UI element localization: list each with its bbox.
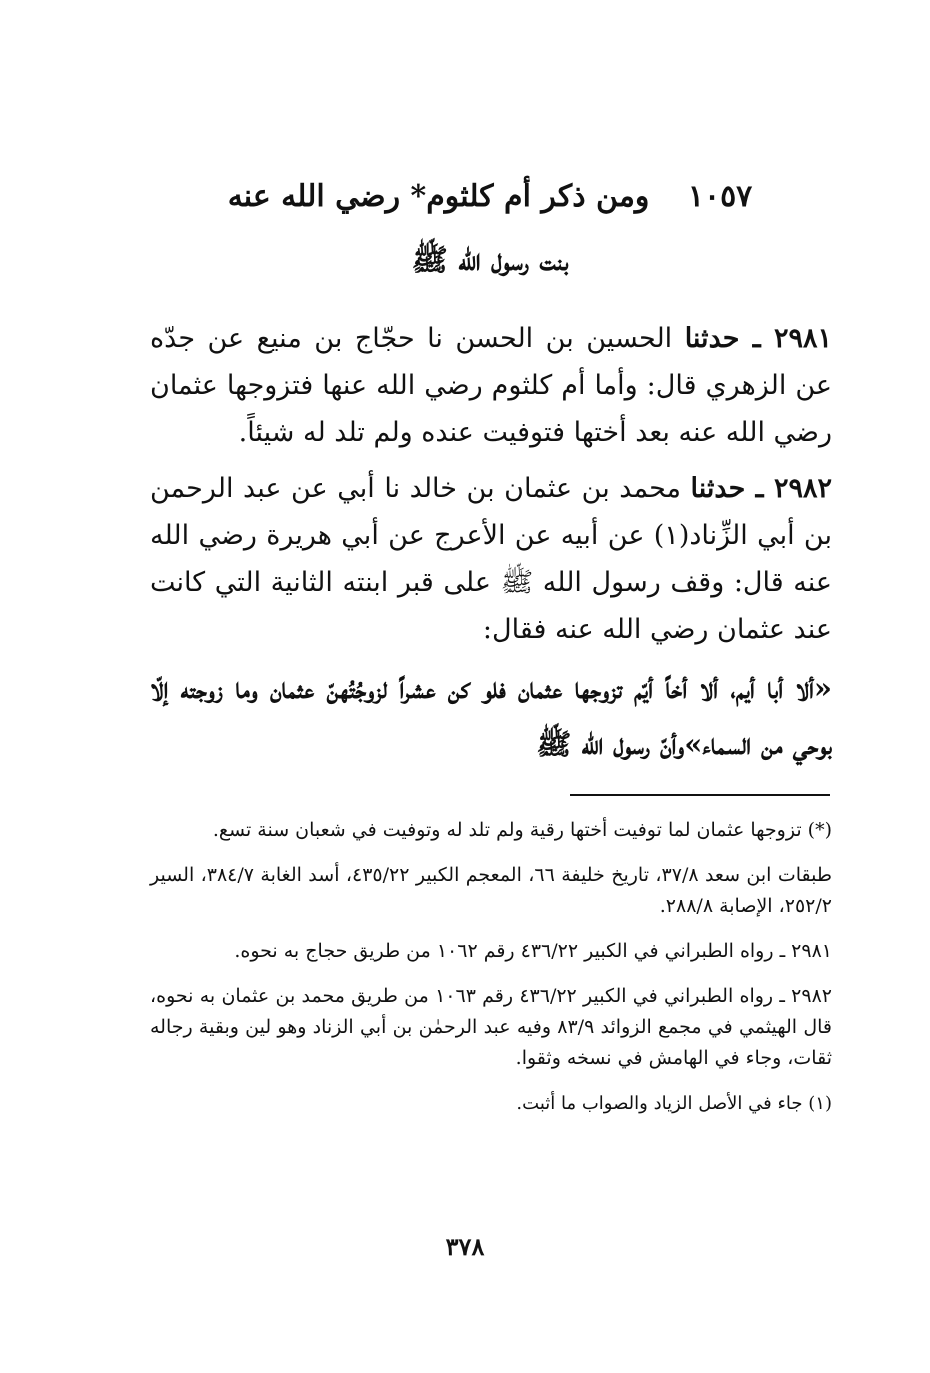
chapter-heading xyxy=(150,165,830,293)
chapter-title-line1 xyxy=(150,165,830,229)
hadith-text: محمد بن عثمان بن خالد نا أبي عن عبد الرحمن بن أبي الزِّناد(١) عن أبيه عن الأعرج عن أبي هريرة رضي الله عنه قال: وقف رسول الله ﷺ على قبر ابنته الثانية التي كانت عند عثمان رضي الله عنه فقال: xyxy=(150,473,832,645)
footnote-divider xyxy=(570,794,830,796)
hadith-lead: ٢٩٨٢ ـ حدثنا xyxy=(690,473,832,504)
footnote-1: (١) جاء في الأصل الزياد والصواب ما أثبت. xyxy=(516,1093,832,1114)
footnote-sources: طبقات ابن سعد ٣٧/٨، تاريخ خليفة ٦٦، المعجم الكبير ٤٣٥/٢٢، أسد الغابة ٣٨٤/٧، السير ٢٥٢/٢، الإصابة ٢٨٨/٨. xyxy=(150,864,832,917)
footnotes xyxy=(150,815,832,1133)
prophetic-quote: «ألا أبا أيم، ألا أخاً أيّم تزوجها عثمان فلو كن عشراً لزوجُتُهنّ عثمان وما زوجته إلّا بوحي من السماء»وأنّ رسول الله ﷺ xyxy=(150,671,832,761)
footnote-2982: ٢٩٨٢ ـ رواه الطبراني في الكبير ٤٣٦/٢٢ رقم ١٠٦٣ من طريق محمد بن عثمان به نحوه، قال الهيثمي في مجمع الزوائد ٨٣/٩ وفيه عبد الرحمٰن بن أبي الزناد وهو لين وبقية رجاله ثقات، وجاء في الهامش في نسخه وثقوا. xyxy=(150,985,832,1069)
chapter-number: ١٠٥٧ xyxy=(687,179,753,214)
footnote-asterisk: (*) تزوجها عثمان لما توفيت أختها رقية ولم تلد له وتوفيت في شعبان سنة تسع. xyxy=(212,819,832,841)
chapter-title-line2: بنت رسول الله ﷺ xyxy=(411,243,569,278)
chapter-title: ومن ذكر أم كلثوم* رضي الله عنه xyxy=(227,179,650,214)
hadith-2981 xyxy=(150,315,832,456)
hadith-text: الحسين بن الحسن نا حجّاج بن منيع عن جدّه عن الزهري قال: وأما أم كلثوم رضي الله عنها فتزوجها عثمان رضي الله عنه بعد أختها فتوفيت عنده ولم تلد له شيئاً. xyxy=(150,323,832,448)
hadith-lead: ٢٩٨١ ـ حدثنا xyxy=(684,323,832,354)
hadith-2982 xyxy=(150,465,832,653)
footnote-2981: ٢٩٨١ ـ رواه الطبراني في الكبير ٤٣٦/٢٢ رقم ١٠٦٢ من طريق حجاج به نحوه. xyxy=(234,940,832,962)
page-number: ٣٧٨ xyxy=(445,1232,485,1261)
